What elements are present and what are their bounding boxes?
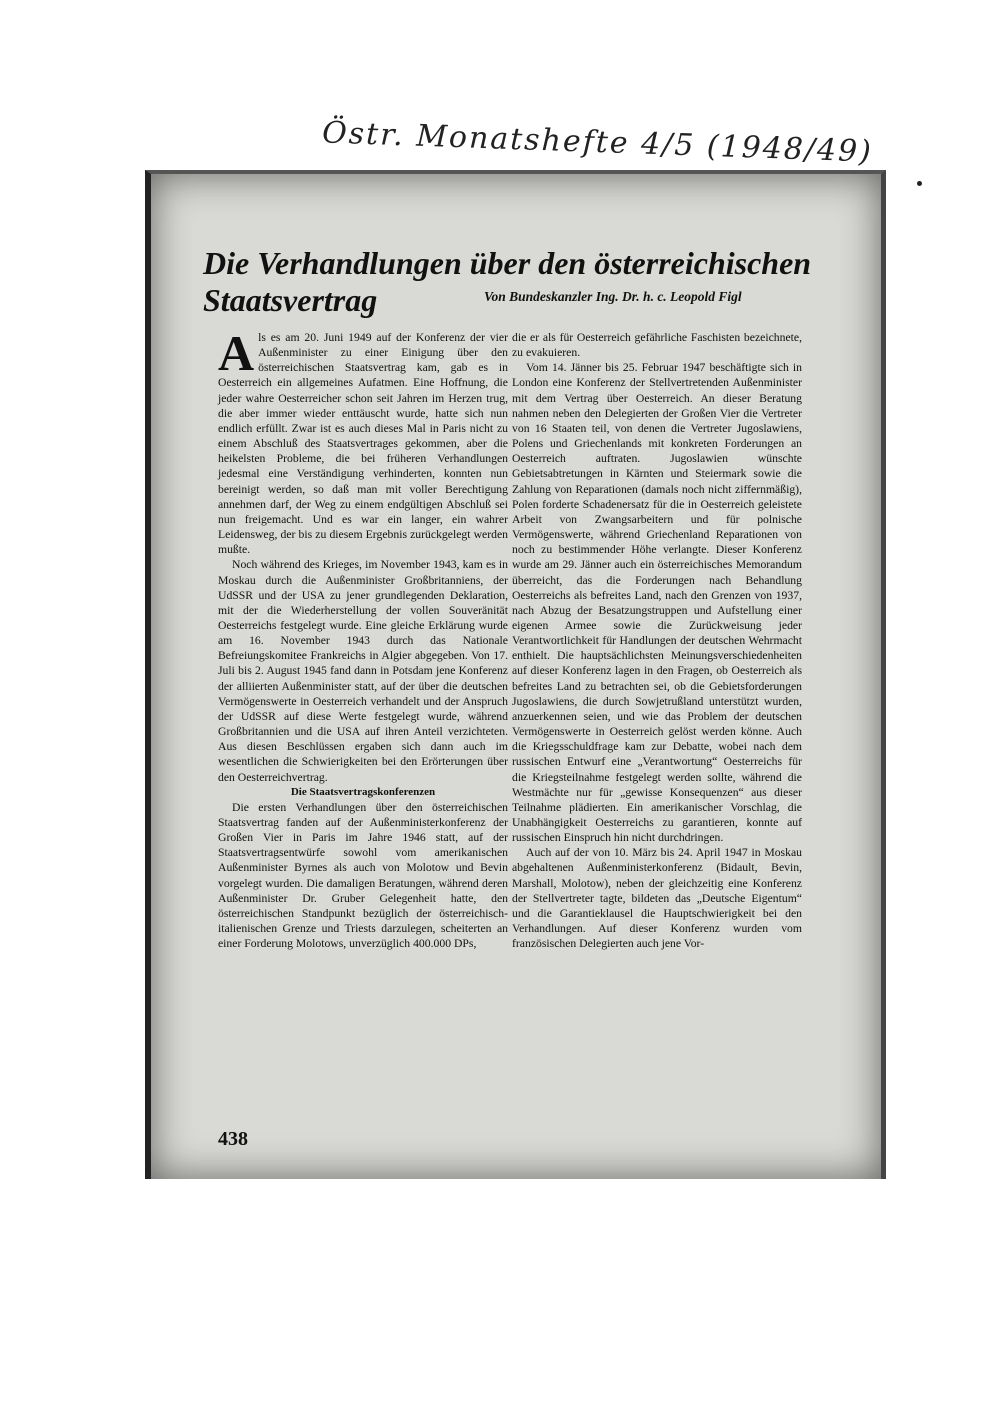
paragraph: Die ersten Verhandlungen über den österreichischen Staatsvertrag fanden auf der Außenministerkonferenz der Großen Vier in Paris im Jahre 1946 statt, auf der Staatsvertragsentwürfe sowohl vom amerikanischen Außenminister Byrnes als auch von Molotow und Bevin vorgelegt wurden. Die damaligen Beratungen, während deren Außenminister Dr. Gruber Gelegenheit hatte, den österreichischen Standpunkt bezüglich der österreichisch-italienischen Grenze und Triests darzulegen, scheiterten an einer Forderung Molotows, unverzüglich 400.000 DPs, [218,800,508,951]
paragraph [218,325,508,557]
left-column [218,325,508,951]
page-number: 438 [218,1128,248,1150]
right-column [512,330,802,951]
ink-speck [917,181,922,186]
article-byline: Von Bundeskanzler Ing. Dr. h. c. Leopold Figl [484,289,742,304]
drop-cap: A [218,325,255,381]
title-line-1: Die Verhandlungen über den österreichischen [203,245,812,281]
paragraph: Auch auf der von 10. März bis 24. April 1947 in Moskau abgehaltenen Außenministerkonferenz (Bidault, Bevin, Marshall, Molotow), neben der gleichzeitig eine Konferenz der Stellvertreter tagte, bildeten das „Deutsche Eigentum“ und die Garantieklausel die Hauptschwierigkeit bei den Verhandlungen. Auf dieser Konferenz wurden vom französischen Delegierten auch jene Vor- [512,846,802,951]
article-title [203,245,811,319]
paragraph: Noch während des Krieges, im November 1943, kam es in Moskau durch die Außenminister Großbritanniens, der UdSSR und der USA zu jener grundlegenden Deklaration, mit der die Wiederherstellung der vollen Souveränität Oesterreichs festgelegt wurde. Eine gleiche Erklärung wurde am 16. November 1943 durch das Nationale Befreiungskomitee Frankreichs in Algier abgegeben. Von 17. Juli bis 2. August 1945 fand dann in Potsdam jene Konferenz der alliierten Außenminister statt, auf der über die deutschen Vermögenswerte in Oesterreich verhandelt und der Anspruch der UdSSR auf diese Werte festgelegt wurde, während Großbritannien und die USA auf ihren Anteil verzichteten. Aus diesen Beschlüssen ergaben sich dann auch im wesentlichen die Schwierigkeiten bei den Erörterungen über den Oesterreichvertrag. [218,558,508,784]
paragraph: Vom 14. Jänner bis 25. Februar 1947 beschäftigte sich in London eine Konferenz der Stellvertretenden Außenminister mit dem Vertrag über Oesterreich. An dieser Beratung nahmen neben den Delegierten der Großen Vier die Vertreter von 16 Staaten teil, von denen die Vertreter Jugoslawiens, Polens und Griechenlands mit konkreten Forderungen an Oesterreich auftraten. Jugoslawien wünschte Gebietsabtretungen in Kärnten und Steiermark sowie die Zahlung von Reparationen (damals noch nicht ziffernmäßig), Polen forderte Schadenersatz für die in Oesterreich geleistete Arbeit von Zwangsarbeitern und für polnische Vermögenswerte, während Griechenland Reparationen von noch zu bestimmender Höhe verlangte. Dieser Konferenz wurde am 29. Jänner auch ein österreichisches Memorandum überreicht, das die Forderungen nach Behandlung Oesterreichs als befreites Land, nach den Grenzen von 1937, nach Abzug der Besatzungstruppen und Aufstellung einer eigenen Armee sowie die Zurückweisung jeder Verantwortlichkeit für Handlungen der deutschen Wehrmacht enthielt. Die hauptsächlichsten Meinungsverschiedenheiten auf dieser Konferenz lagen in den Fragen, ob Oesterreich als befreites Land zu betrachten sei, ob die Gebietsforderungen Jugoslawiens, die durch Sowjetrußland unterstützt wurden, anzuerkennen seien, und wie das Problem der deutschen Vermögenswerte in Oesterreich gelöst werden könne. Auch die Kriegsschuldfrage kam zur Debatte, wobei nach dem russischen Entwurf eine „Verantwortung“ Oesterreichs für die Kriegsteilnahme festgelegt werden sollte, während die Westmächte nur für „gewisse Konsequenzen“ aus dieser Teilnahme plädierten. Ein amerikanischer Vorschlag, die Unabhängigkeit Oesterreichs zu garantieren, konnte auf russischen Einspruch hin nicht durchdringen. [512,361,802,845]
paragraph-text: ls es am 20. Juni 1949 auf der Konferenz der vier Außenminister zu einer Einigung über den österreichischen Staatsvertrag kam, gab es in Oesterreich ein allgemeines Aufatmen. Eine Hoffnung, die jeder wahre Oesterreicher schon seit Jahren im Herzen trug, die aber immer wieder enttäuscht wurde, hatte sich nun endlich erfüllt. Zwar ist es auch dieses Mal in Paris nicht zu einem Abschluß des Staatsvertrages gekommen, aber die heikelsten Probleme, die bei früheren Verhandlungen jedesmal eine Verständigung verhinderten, konnten nun bereinigt werden, so daß man mit voller Berechtigung annehmen darf, der Weg zu einem endgültigen Abschluß sei nun freigemacht. Und es war ein langer, ein wahrer Leidensweg, der bis zu diesem Ergebnis zurückgelegt werden mußte. [218,331,508,557]
title-line-2: Staatsvertrag [203,282,378,318]
section-heading: Die Staatsvertragskonferenzen [290,785,436,798]
paragraph: die er als für Oesterreich gefährliche Faschisten bezeichnete, zu evakuieren. [512,331,802,360]
handwritten-note: Östr. Monatshefte 4/5 (1948/49) [321,115,874,170]
